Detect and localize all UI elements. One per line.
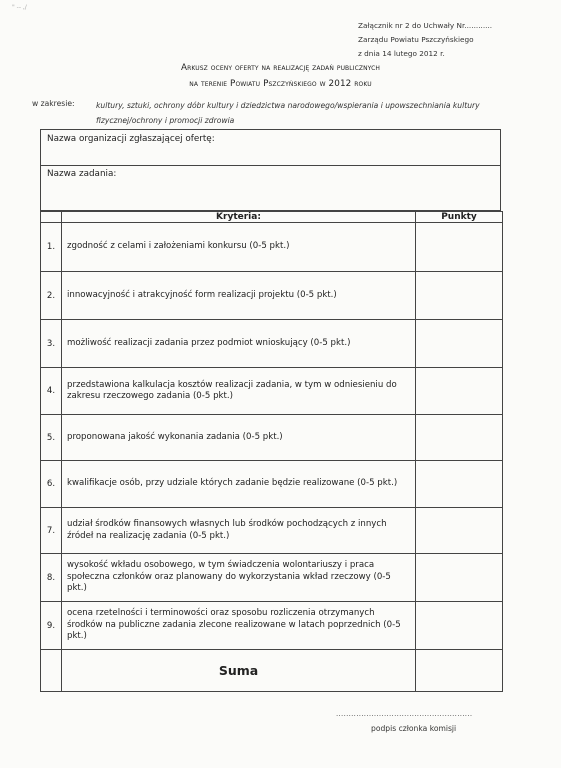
scan-mark: " -- ,/ xyxy=(12,4,27,11)
criterion-text: przedstawiona kalkulacja kosztów realizacji zadania, w tym w odniesieniu do zakresu rzeczowego zadania (0-5 pkt.) xyxy=(62,368,416,415)
table-row xyxy=(41,415,503,461)
row-number: 8. xyxy=(41,554,62,602)
scope-label: w zakresie: xyxy=(32,99,75,108)
row-number: 1. xyxy=(41,223,62,272)
task-field-label: Nazwa zadania: xyxy=(47,169,117,179)
header-criteria: Kryteria: xyxy=(62,212,416,223)
table-row xyxy=(41,272,503,320)
scope-text: kultury, sztuki, ochrony dóbr kultury i dziedzictwa narodowego/wspierania i upowszechniania kultury fizycznej/ochrony i promocji zdrowia xyxy=(96,101,480,125)
criterion-text: proponowana jakość wykonania zadania (0-5 pkt.) xyxy=(62,415,416,461)
criterion-text: udział środków finansowych własnych lub środków pochodzących z innych źródeł na realizację zadania (0-5 pkt.) xyxy=(62,508,416,554)
table-row xyxy=(41,554,503,602)
header-num-cell xyxy=(41,212,62,223)
organization-field[interactable] xyxy=(40,129,501,166)
sum-points-cell[interactable] xyxy=(416,650,503,692)
organization-field-label: Nazwa organizacji zgłaszającej ofertę: xyxy=(47,134,215,144)
signature-label: podpis członka komisji xyxy=(371,724,457,733)
table-row xyxy=(41,461,503,508)
criterion-text: wysokość wkładu osobowego, w tym świadczenia wolontariuszy i praca społeczna członków oraz planowany do wykorzystania wkład rzeczowy (0-5 pkt.) xyxy=(62,554,416,602)
points-cell[interactable] xyxy=(416,508,503,554)
points-cell[interactable] xyxy=(416,602,503,650)
title-line-2: na terenie Powiatu Pszczyńskiego w 2012 roku xyxy=(189,79,372,89)
points-cell[interactable] xyxy=(416,554,503,602)
criterion-text: zgodność z celami i założeniami konkursu (0-5 pkt.) xyxy=(62,223,416,272)
document-title xyxy=(0,60,561,92)
table-row xyxy=(41,602,503,650)
table-row xyxy=(41,223,503,272)
sum-row xyxy=(41,650,503,692)
table-row xyxy=(41,368,503,415)
row-number: 6. xyxy=(41,461,62,508)
criterion-text: innowacyjność i atrakcyjność form realizacji projektu (0-5 pkt.) xyxy=(62,272,416,320)
row-number: 2. xyxy=(41,272,62,320)
row-number: 5. xyxy=(41,415,62,461)
points-cell[interactable] xyxy=(416,223,503,272)
row-number: 9. xyxy=(41,602,62,650)
sum-label: Suma xyxy=(62,650,416,692)
criterion-text: możliwość realizacji zadania przez podmiot wnioskujący (0-5 pkt.) xyxy=(62,320,416,368)
row-number: 7. xyxy=(41,508,62,554)
sum-num-cell xyxy=(41,650,62,692)
task-field[interactable] xyxy=(40,165,501,211)
title-line-1: Arkusz oceny oferty na realizację zadań publicznych xyxy=(180,63,381,73)
criteria-table xyxy=(40,211,503,692)
points-cell[interactable] xyxy=(416,320,503,368)
table-row xyxy=(41,508,503,554)
table-row xyxy=(41,320,503,368)
points-cell[interactable] xyxy=(416,272,503,320)
annex-line-2: Zarządu Powiatu Pszczyńskiego xyxy=(358,35,474,44)
criterion-text: ocena rzetelności i terminowości oraz sposobu rozliczenia otrzymanych środków na publiczne zadania zlecone realizowane w latach poprzednich (0-5 pkt.) xyxy=(62,602,416,650)
annex-line-1: Załącznik nr 2 do Uchwały Nr............ xyxy=(358,21,493,30)
points-cell[interactable] xyxy=(416,415,503,461)
header-points: Punkty xyxy=(416,212,503,223)
criterion-text: kwalifikacje osób, przy udziale których zadanie będzie realizowane (0-5 pkt.) xyxy=(62,461,416,508)
signature-line[interactable]: ...................................................... xyxy=(336,710,473,718)
annex-note xyxy=(358,19,492,61)
row-number: 4. xyxy=(41,368,62,415)
annex-line-3: z dnia 14 lutego 2012 r. xyxy=(358,49,445,58)
table-header-row xyxy=(41,212,503,223)
row-number: 3. xyxy=(41,320,62,368)
points-cell[interactable] xyxy=(416,461,503,508)
points-cell[interactable] xyxy=(416,368,503,415)
